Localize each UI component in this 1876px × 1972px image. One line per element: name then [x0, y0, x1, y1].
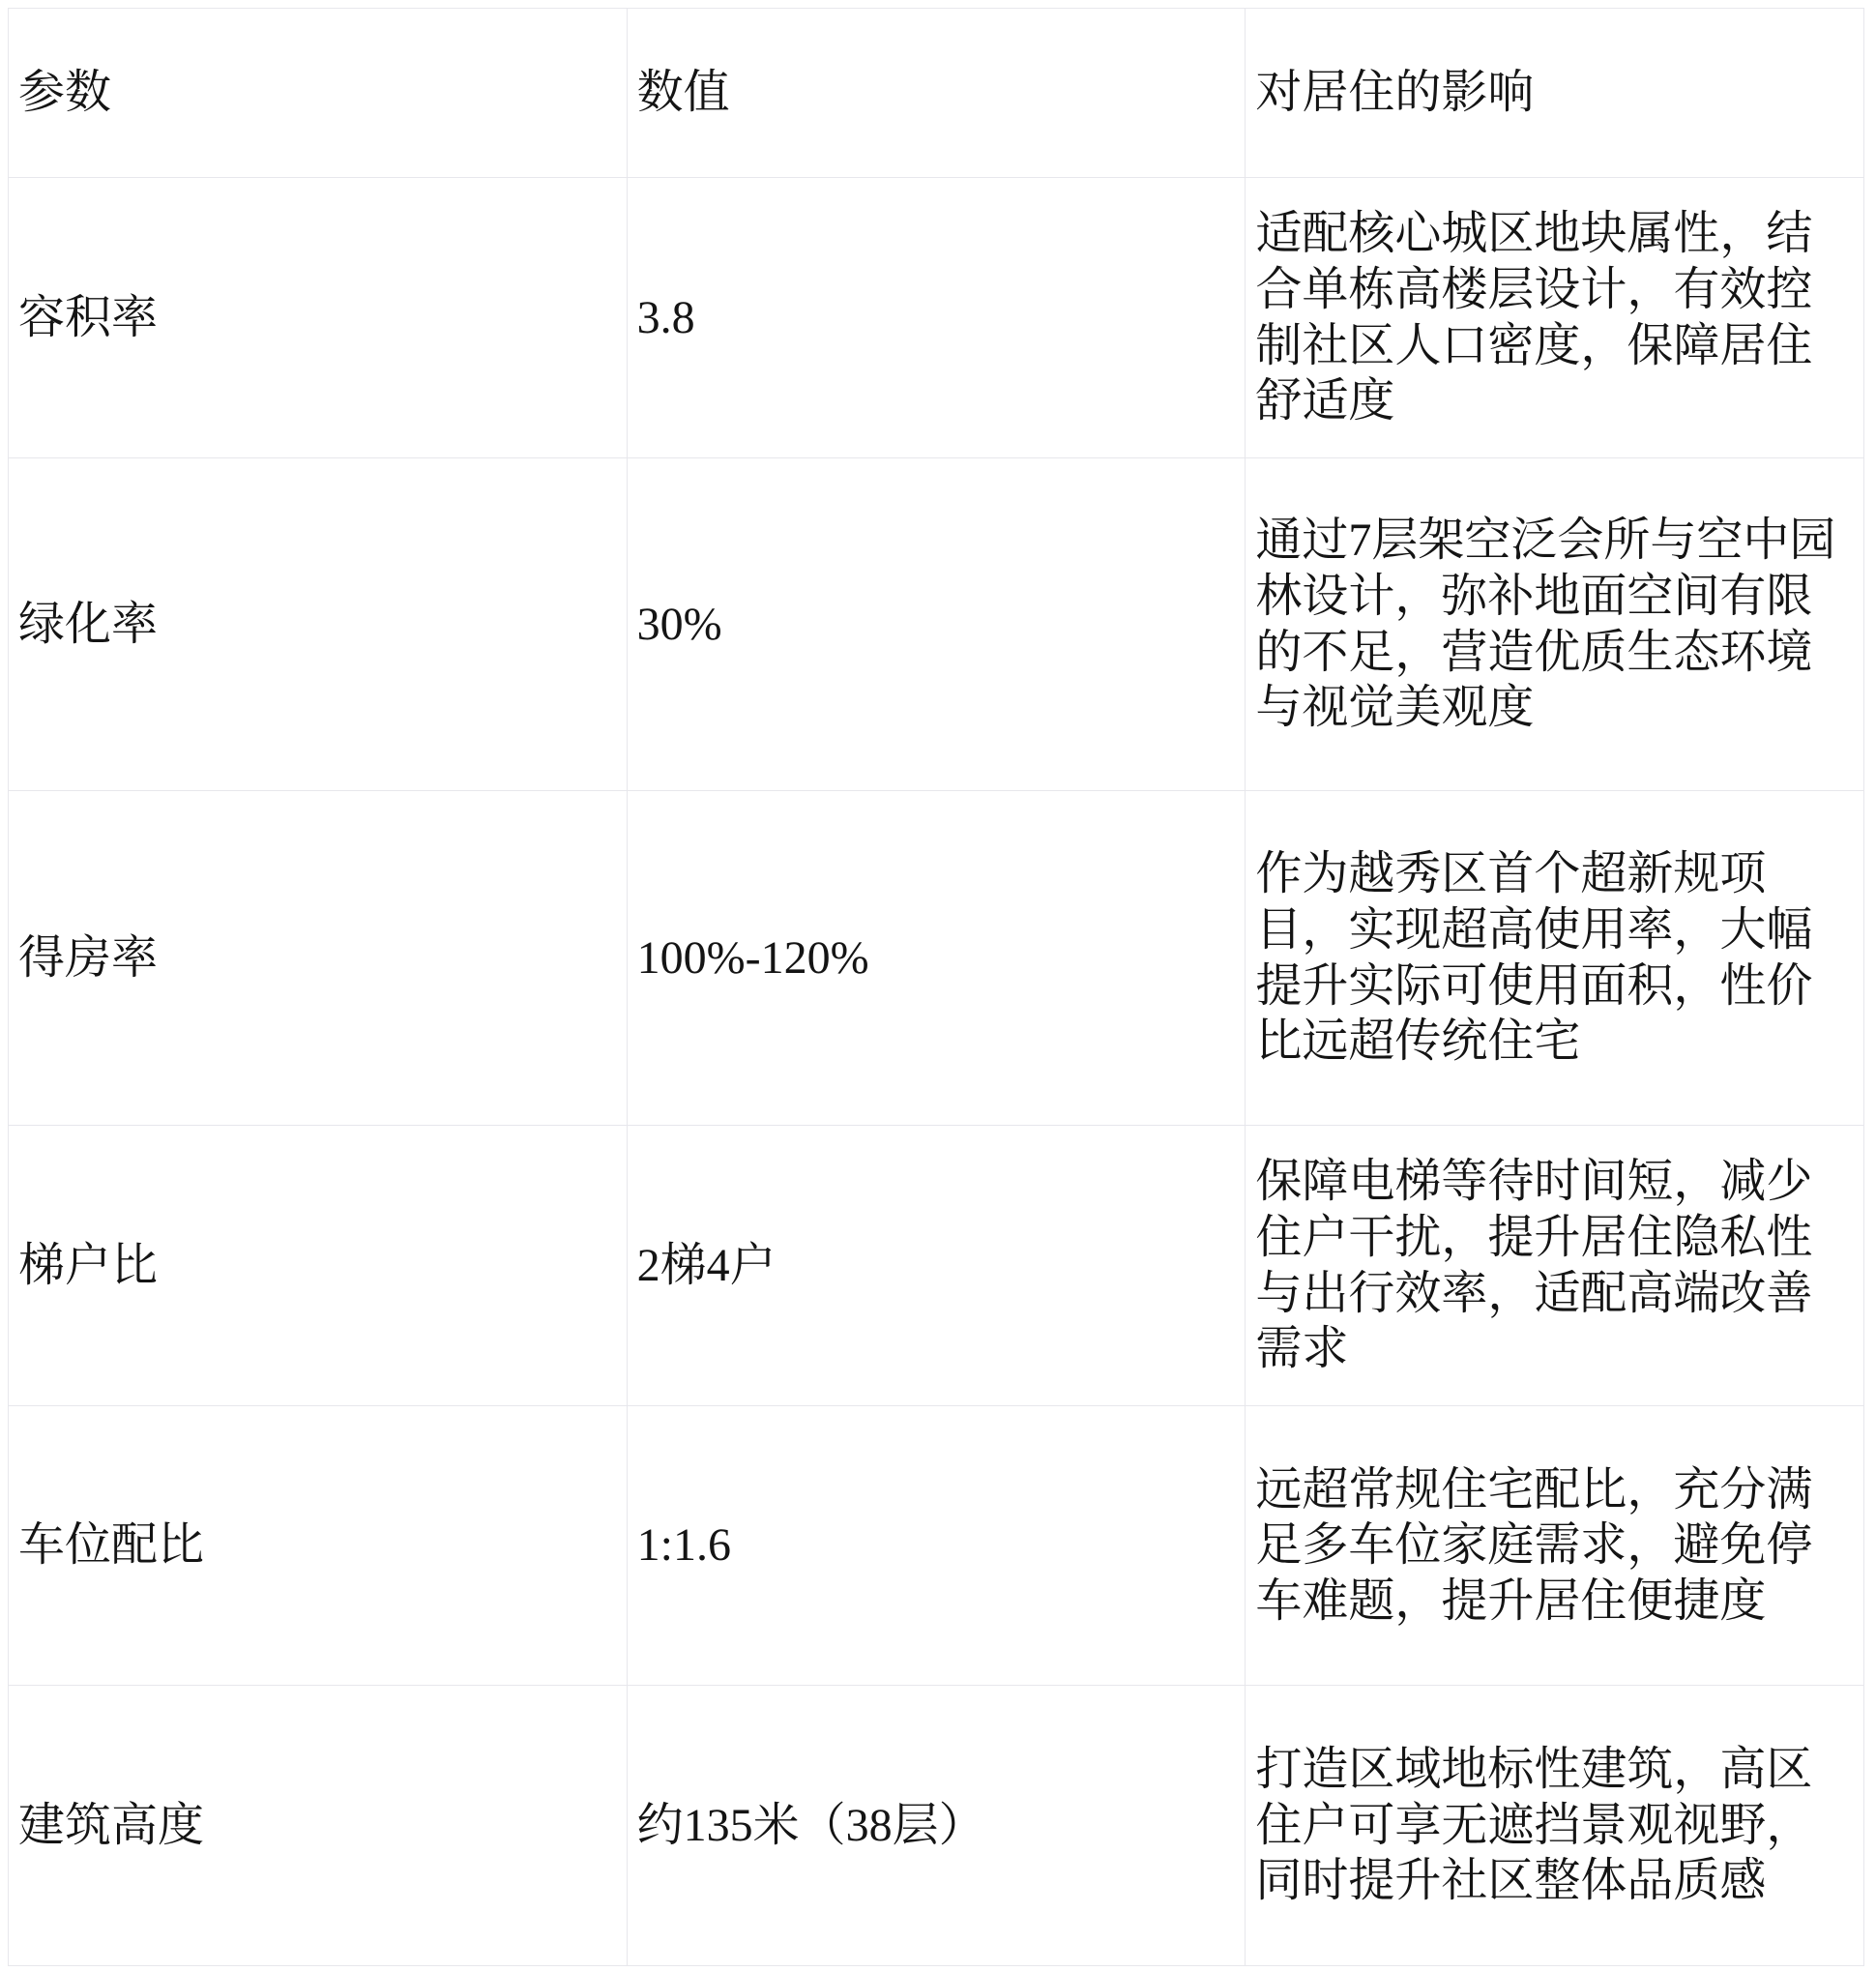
col-header-param: 参数 — [9, 9, 628, 178]
value-cell: 约135米（38层） — [627, 1686, 1246, 1966]
table-row — [9, 791, 1864, 1126]
table-row — [9, 1126, 1864, 1406]
impact-cell: 通过7层架空泛会所与空中园林设计，弥补地面空间有限的不足，营造优质生态环境与视觉美观度 — [1246, 458, 1864, 791]
header-row — [9, 9, 1864, 178]
table-row — [9, 1686, 1864, 1966]
table-row — [9, 178, 1864, 458]
impact-cell: 保障电梯等待时间短，减少住户干扰，提升居住隐私性与出行效率，适配高端改善需求 — [1246, 1126, 1864, 1406]
value-cell: 100%-120% — [627, 791, 1246, 1126]
param-cell: 容积率 — [9, 178, 628, 458]
spec-table — [8, 8, 1864, 1966]
impact-cell: 远超常规住宅配比，充分满足多车位家庭需求，避免停车难题，提升居住便捷度 — [1246, 1406, 1864, 1686]
table-row — [9, 1406, 1864, 1686]
impact-cell: 打造区域地标性建筑，高区住户可享无遮挡景观视野，同时提升社区整体品质感 — [1246, 1686, 1864, 1966]
param-cell: 梯户比 — [9, 1126, 628, 1406]
col-header-value: 数值 — [627, 9, 1246, 178]
value-cell: 30% — [627, 458, 1246, 791]
table-row — [9, 458, 1864, 791]
impact-cell: 作为越秀区首个超新规项目，实现超高使用率，大幅提升实际可使用面积，性价比远超传统住宅 — [1246, 791, 1864, 1126]
value-cell: 3.8 — [627, 178, 1246, 458]
col-header-impact: 对居住的影响 — [1246, 9, 1864, 178]
param-cell: 绿化率 — [9, 458, 628, 791]
param-cell: 车位配比 — [9, 1406, 628, 1686]
impact-cell: 适配核心城区地块属性，结合单栋高楼层设计，有效控制社区人口密度，保障居住舒适度 — [1246, 178, 1864, 458]
value-cell: 2梯4户 — [627, 1126, 1246, 1406]
param-cell: 得房率 — [9, 791, 628, 1126]
value-cell: 1:1.6 — [627, 1406, 1246, 1686]
param-cell: 建筑高度 — [9, 1686, 628, 1966]
